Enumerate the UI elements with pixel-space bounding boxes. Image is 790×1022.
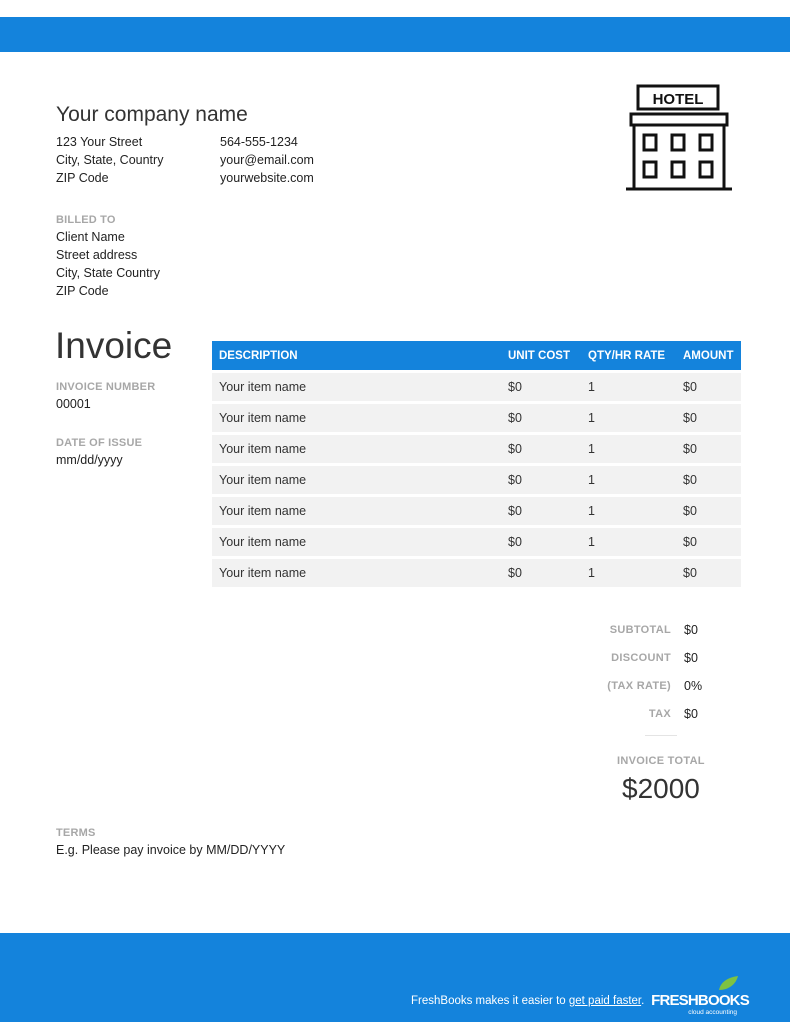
item-unit-cost: $0 [508, 411, 522, 425]
tax-rate-row [560, 672, 740, 700]
item-unit-cost: $0 [508, 535, 522, 549]
header-qty-rate: QTY/HR RATE [588, 349, 666, 362]
hotel-sign-text: HOTEL [652, 91, 704, 108]
date-of-issue: mm/dd/yyyy [56, 453, 123, 467]
item-amount: $0 [683, 535, 697, 549]
client-name: Client Name [56, 230, 125, 244]
item-description: Your item name [219, 504, 307, 518]
client-city: City, State Country [56, 266, 160, 280]
leaf-icon [719, 976, 738, 990]
client-zip: ZIP Code [56, 284, 109, 298]
item-qty: 1 [588, 566, 595, 580]
terms-block [56, 827, 285, 857]
footer-text-after: . [641, 995, 645, 1007]
invoice-total: $2000 [622, 773, 700, 804]
tax-value: $0 [684, 707, 698, 721]
freshbooks-logo[interactable] [651, 976, 749, 1018]
item-unit-cost: $0 [508, 504, 522, 518]
invoice-title: Invoice [55, 325, 173, 366]
totals-divider [645, 735, 677, 736]
invoice-total-label: INVOICE TOTAL [617, 755, 705, 767]
item-amount: $0 [683, 411, 697, 425]
item-description: Your item name [219, 411, 307, 425]
item-qty: 1 [588, 380, 595, 394]
company-zip: ZIP Code [56, 171, 109, 185]
invoice-number-block [56, 381, 155, 411]
company-city: City, State, Country [56, 153, 164, 167]
table-row [212, 528, 741, 556]
header-amount: AMOUNT [683, 349, 734, 362]
subtotal-value: $0 [684, 623, 698, 637]
header-unit-cost: UNIT COST [508, 349, 570, 362]
table-row [212, 497, 741, 525]
subtotal-label: SUBTOTAL [609, 624, 671, 636]
company-address [56, 133, 163, 187]
client-street: Street address [56, 248, 138, 262]
tax-row [560, 700, 740, 728]
billed-to-label: BILLED TO [56, 214, 116, 226]
item-qty: 1 [588, 442, 595, 456]
item-unit-cost: $0 [508, 473, 522, 487]
totals-block [560, 616, 740, 728]
item-qty: 1 [588, 504, 595, 518]
table-row [212, 435, 741, 463]
item-amount: $0 [683, 442, 697, 456]
date-of-issue-label: DATE OF ISSUE [56, 437, 143, 449]
company-phone: 564-555-1234 [220, 135, 298, 149]
item-qty: 1 [588, 411, 595, 425]
freshbooks-tagline: cloud accounting [688, 1009, 737, 1016]
company-email: your@email.com [220, 153, 314, 167]
item-description: Your item name [219, 442, 307, 456]
item-amount: $0 [683, 504, 697, 518]
company-street: 123 Your Street [56, 135, 143, 149]
item-unit-cost: $0 [508, 442, 522, 456]
tax-rate-label: (TAX RATE) [607, 680, 671, 692]
date-of-issue-block [56, 437, 142, 467]
item-qty: 1 [588, 535, 595, 549]
header-bar [0, 17, 790, 52]
footer-text-before: FreshBooks makes it easier to [411, 995, 569, 1007]
line-items-table [212, 341, 741, 587]
item-unit-cost: $0 [508, 566, 522, 580]
discount-value: $0 [684, 651, 698, 665]
item-description: Your item name [219, 535, 307, 549]
company-name: Your company name [56, 103, 248, 126]
item-unit-cost: $0 [508, 380, 522, 394]
item-description: Your item name [219, 473, 307, 487]
table-header [212, 341, 741, 370]
hotel-icon [624, 84, 734, 194]
table-row [212, 373, 741, 401]
freshbooks-wordmark: FRESHBOOKS [651, 992, 749, 1009]
tax-rate-value: 0% [684, 679, 703, 693]
discount-label: DISCOUNT [611, 652, 671, 664]
item-qty: 1 [588, 473, 595, 487]
get-paid-faster-link[interactable]: get paid faster [568, 995, 642, 1007]
invoice-number: 00001 [56, 397, 91, 411]
item-amount: $0 [683, 473, 697, 487]
item-amount: $0 [683, 380, 697, 394]
billed-to [56, 214, 160, 300]
company-contact [220, 133, 314, 187]
item-amount: $0 [683, 566, 697, 580]
tax-label: TAX [648, 708, 671, 720]
table-row [212, 466, 741, 494]
table-row [212, 404, 741, 432]
terms-label: TERMS [56, 827, 96, 839]
header-description: DESCRIPTION [219, 349, 298, 362]
company-website: yourwebsite.com [220, 171, 314, 185]
table-row [212, 559, 741, 587]
item-description: Your item name [219, 566, 307, 580]
footer-tagline [411, 995, 644, 1007]
terms-text: E.g. Please pay invoice by MM/DD/YYYY [56, 843, 286, 857]
invoice-number-label: INVOICE NUMBER [56, 381, 156, 393]
subtotal-row [560, 616, 740, 644]
discount-row [560, 644, 740, 672]
item-description: Your item name [219, 380, 307, 394]
